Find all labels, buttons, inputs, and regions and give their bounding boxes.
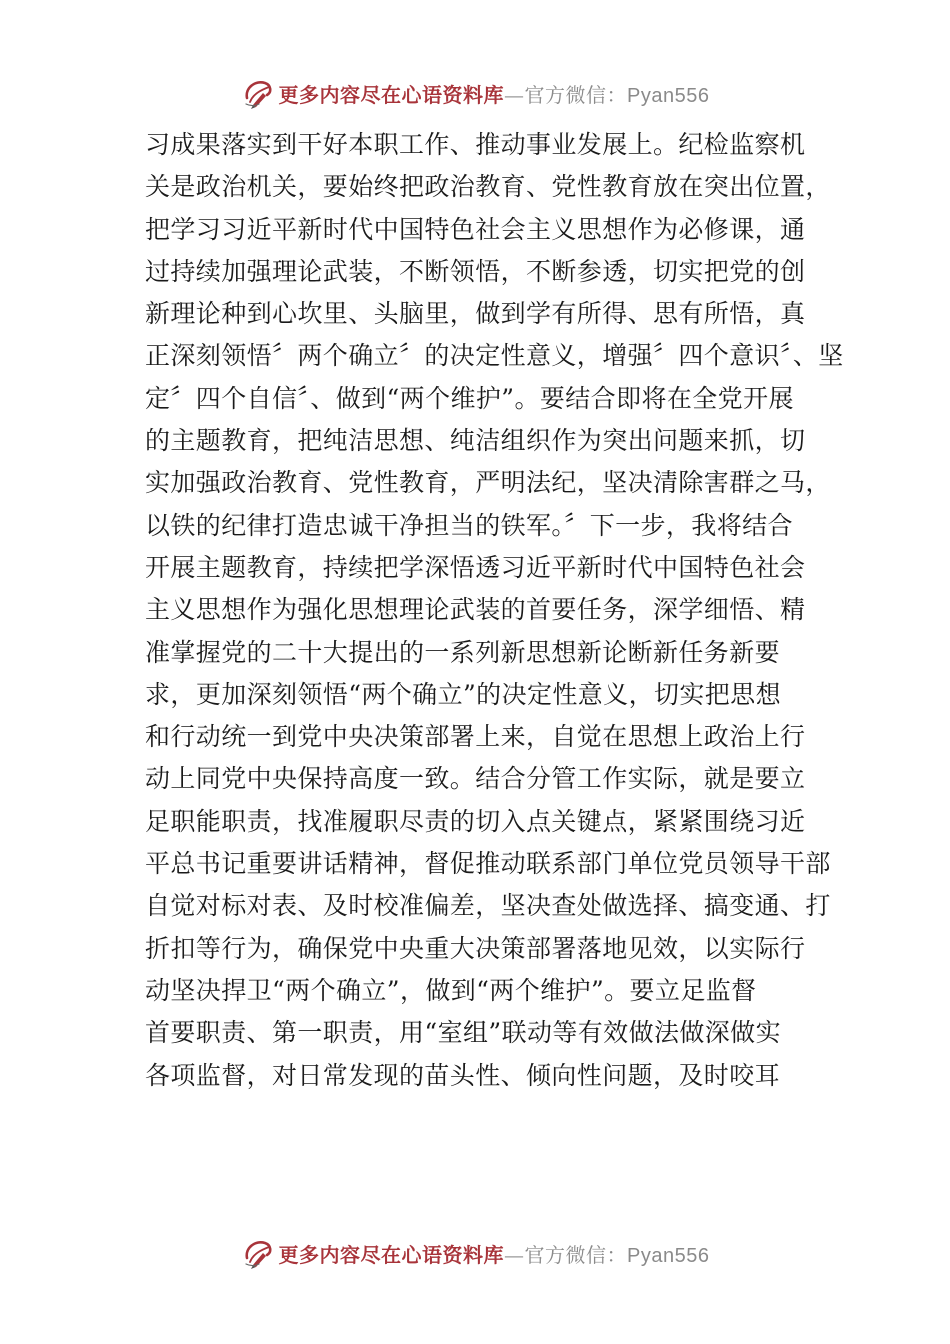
body-line: 过持续加强理论武装，不断领悟，不断参透，切实把党的创: [145, 256, 806, 286]
body-line: 首要职责、第一职责，用“室组”联动等有效做法做深做实: [145, 1018, 781, 1048]
body-line: 把学习习近平新时代中国特色社会主义思想作为必修课，通: [145, 214, 806, 244]
banner-dash: —: [504, 1242, 525, 1267]
body-line: 求，更加深刻领悟“两个确立”的决定性意义，切实把思想: [145, 679, 781, 709]
banner-label: 官方微信：: [524, 82, 628, 107]
body-line: 动上同党中央保持高度一致。结合分管工作实际，就是要立: [145, 764, 806, 794]
body-line: 主义思想作为强化思想理论武装的首要任务，深学细悟、精: [145, 595, 806, 625]
banner-dash: —: [504, 82, 525, 107]
body-line: 折扣等行为，确保党中央重大决策部署落地见效，以实际行: [145, 933, 806, 963]
footer-banner: [0, 1233, 950, 1273]
body-line: 自觉对标对表、及时校准偏差，坚决查处做选择、搞变通、打: [145, 891, 831, 921]
body-line: 新理论种到心坎里、头脑里，做到学有所得、思有所悟，真: [145, 299, 806, 329]
body-line: 平总书记重要讲话精神，督促推动联系部门单位党员领导干部: [145, 849, 831, 879]
pen-swirl-logo-icon: [241, 1236, 275, 1270]
banner-main-text: 更多内容尽在心语资料库: [278, 1242, 505, 1267]
body-line: 以铁的纪律打造忠诚干净担当的铁军。〞下一步，我将结合: [145, 510, 793, 540]
body-line: 关是政治机关，要始终把政治教育、党性教育放在突出位置，: [145, 172, 831, 202]
pen-swirl-logo-icon: [241, 76, 275, 110]
body-line: 动坚决捍卫“两个确立”，做到“两个维护”。要立足监督: [145, 975, 757, 1005]
body-line: 习成果落实到干好本职工作、推动事业发展上。纪检监察机: [145, 130, 806, 159]
body-line: 和行动统一到党中央决策部署上来，自觉在思想上政治上行: [145, 722, 806, 752]
banner-wechat-id: Pyan556: [627, 84, 710, 107]
body-line: 足职能职责，找准履职尽责的切入点关键点，紧紧围绕习近: [145, 806, 806, 836]
document-body: [145, 124, 844, 1097]
body-line: 各项监督，对日常发现的苗头性、倾向性问题，及时咬耳: [145, 1060, 781, 1090]
body-line: 准掌握党的二十大提出的一系列新思想新论断新任务新要: [145, 637, 781, 667]
banner-label: 官方微信：: [524, 1242, 628, 1267]
body-line: 定〞四个自信〞、做到“两个维护”。要结合即将在全党开展: [145, 383, 794, 413]
header-banner: [0, 73, 950, 113]
body-line: 开展主题教育，持续把学深悟透习近平新时代中国特色社会: [145, 552, 806, 582]
body-line: 正深刻领悟〞两个确立〞的决定性意义，增强〞四个意识〞、坚: [145, 341, 844, 371]
body-line: 的主题教育，把纯洁思想、纯洁组织作为突出问题来抓，切: [145, 426, 806, 456]
banner-main-text: 更多内容尽在心语资料库: [278, 82, 505, 107]
banner-wechat-id: Pyan556: [627, 1244, 710, 1267]
body-line: 实加强政治教育、党性教育，严明法纪，坚决清除害群之马，: [145, 468, 831, 498]
